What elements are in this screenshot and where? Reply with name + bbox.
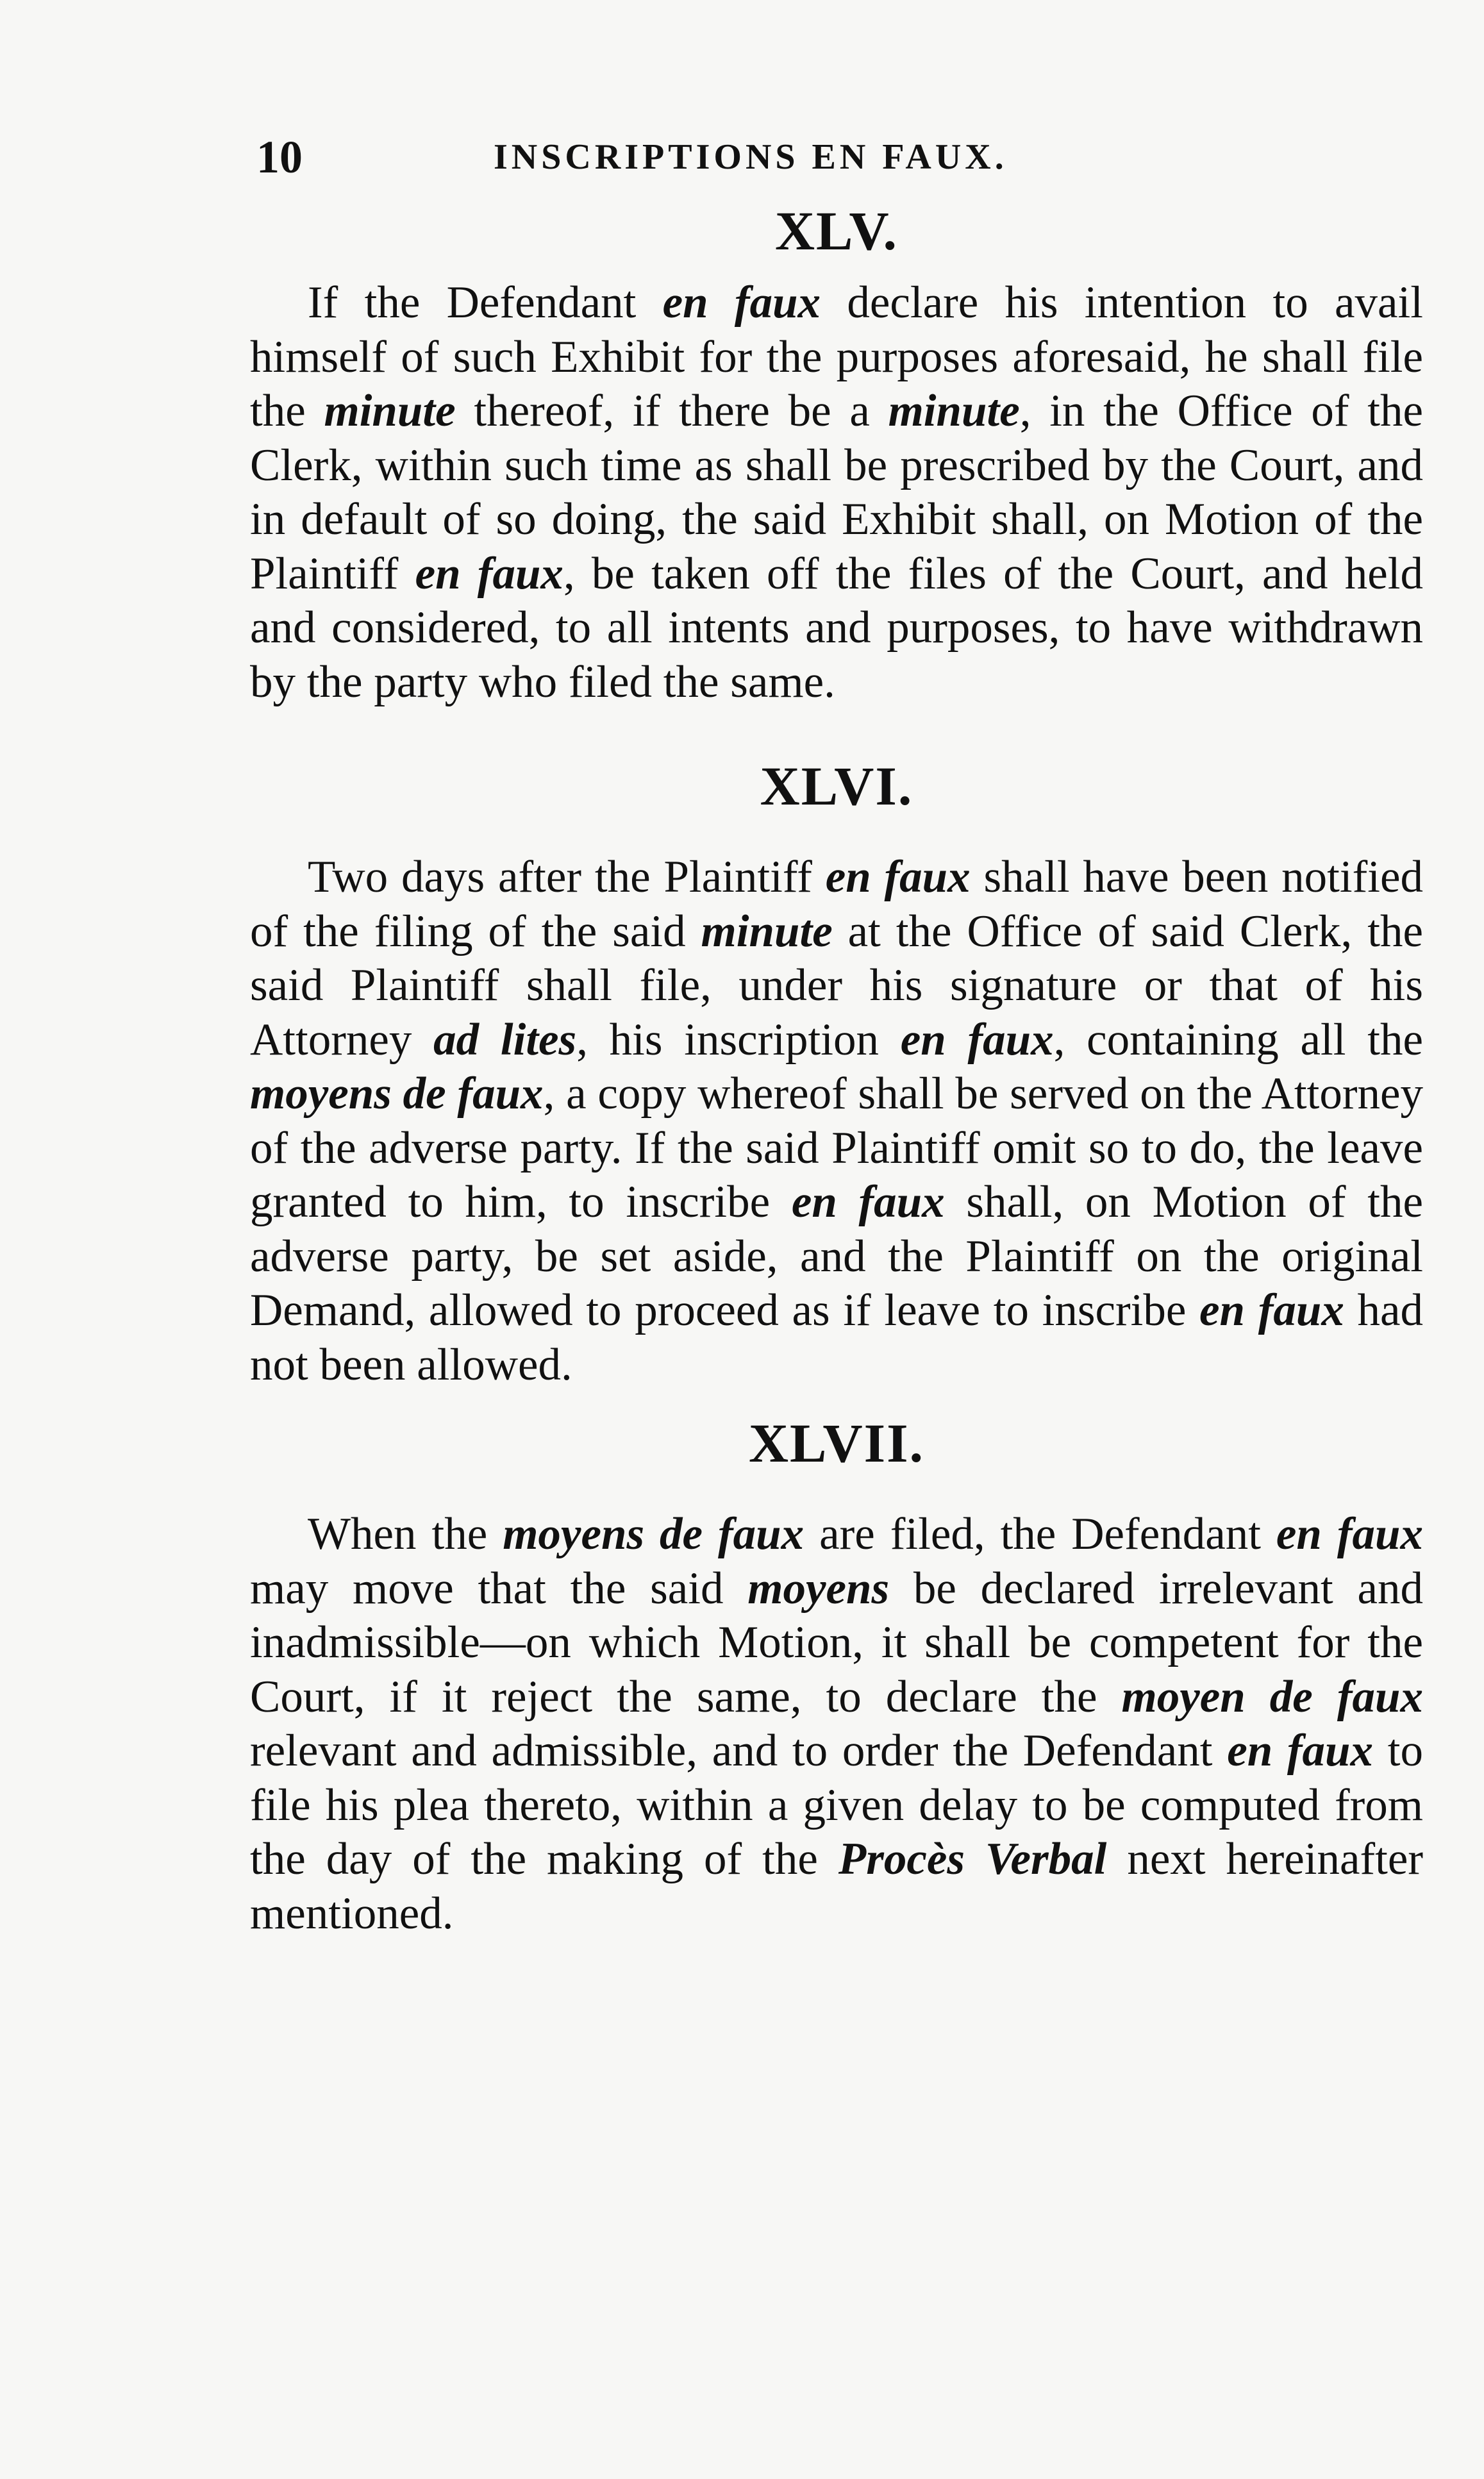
- article-text-xlv: If the Defendant en faux declare his intention to avail himself of such Exhibit for the purposes aforesaid, he shall file the minute thereof, if there be a minute, in the Office of the Clerk, within such time as shall be prescribed by the Court, and in default of so doing, the said Exhibit shall, on Motion of the Plaintiff en faux, be taken off the files of the Court, and held and considered, to all intents and purposes, to have withdrawn by the party who filed the same.: [250, 278, 1423, 707]
- article-heading-xlvi: XLVI.: [760, 755, 913, 817]
- article-heading-xlvii: XLVII.: [748, 1412, 925, 1474]
- article-heading-xlv: XLV.: [774, 200, 899, 262]
- running-title: INSCRIPTIONS EN FAUX.: [494, 137, 1008, 177]
- article-text-xlvii: When the moyens de faux are filed, the Defendant en faux may move that the said moyens be declared irrelevant and inadmissible—on which Motion, it shall be competent for the Court, if it reject the same, to declare the moyen de faux relevant and admissible, and to order the Defendant en faux to file his plea thereto, within a given delay to be computed from the day of the making of the Procès Verbal next hereinafter mentioned.: [250, 1509, 1424, 1939]
- book-page: [250, 122, 1423, 1941]
- article-text-xlvi: Two days after the Plaintiff en faux shall have been notified of the filing of the said minute at the Office of said Clerk, the said Plaintiff shall file, under his signature or that of his Attorney ad lites, his inscription en faux, containing all the moyens de faux, a copy whereof shall be served on the Attorney of the adverse party. If the said Plaintiff omit so to do, the leave granted to him, to inscribe en faux shall, on Motion of the adverse party, be set aside, and the Plaintiff on the original Demand, allowed to proceed as if leave to inscribe en faux had not been allowed.: [250, 852, 1423, 1390]
- page-number: 10: [256, 131, 303, 183]
- running-head: [250, 122, 1423, 192]
